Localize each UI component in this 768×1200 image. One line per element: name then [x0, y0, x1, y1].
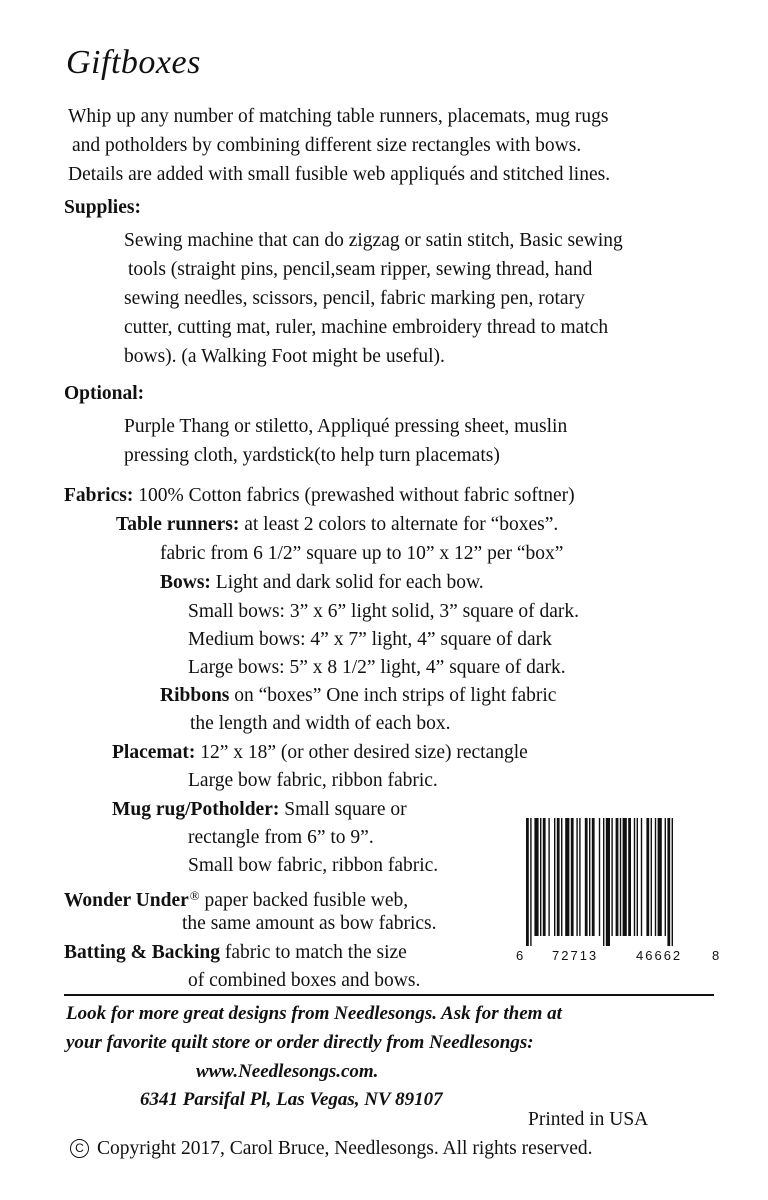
barcode-digits-group1: 72713: [552, 948, 599, 963]
ribbons-label: Ribbons: [160, 685, 230, 706]
supplies-heading: Supplies:: [64, 197, 141, 218]
supplies-line: cutter, cutting mat, ruler, machine embroidery thread to match: [124, 317, 609, 338]
mugrug-line2: rectangle from 6” to 9”.: [188, 827, 374, 848]
batting-label: Batting & Backing: [64, 942, 221, 963]
printed-in: Printed in USA: [528, 1109, 649, 1130]
ribbons-line: [160, 681, 556, 710]
batting-line2: of combined boxes and bows.: [188, 970, 421, 991]
copyright-line: [70, 1134, 593, 1163]
mugrug-line3: Small bow fabric, ribbon fabric.: [188, 855, 439, 876]
promo-line: your favorite quilt store or order directly from Needlesongs:: [66, 1032, 534, 1053]
optional-line: pressing cloth, yardstick(to help turn placemats): [124, 445, 500, 466]
bows-label: Bows:: [160, 572, 211, 593]
table-runners-label: Table runners:: [116, 514, 240, 535]
intro-line: Details are added with small fusible web appliqués and stitched lines.: [68, 164, 611, 185]
barcode-digit-left: 6: [516, 948, 524, 963]
batting-line: [64, 938, 407, 967]
wonder-under-text: paper backed fusible web,: [199, 890, 409, 911]
divider: [64, 994, 714, 996]
wonder-under-label: Wonder Under: [64, 890, 189, 911]
mugrug-line: [112, 795, 407, 824]
table-runners-text: at least 2 colors to alternate for “boxes”.: [239, 514, 559, 535]
fabrics-label: Fabrics:: [64, 485, 134, 506]
large-bows-line: Large bows: 5” x 8 1/2” light, 4” square of dark.: [188, 657, 566, 678]
bows-text: Light and dark solid for each bow.: [210, 572, 484, 593]
registered-mark: ®: [189, 888, 200, 903]
placemat-label: Placemat:: [112, 742, 196, 763]
fabrics-text: 100% Cotton fabrics (prewashed without fabric softner): [133, 485, 575, 506]
table-runners-line: [116, 510, 558, 539]
table-runners-line2: fabric from 6 1/2” square up to 10” x 12” per “box”: [160, 543, 564, 564]
address: 6341 Parsifal Pl, Las Vegas, NV 89107: [140, 1089, 443, 1110]
small-bows-line: Small bows: 3” x 6” light solid, 3” square of dark.: [188, 601, 580, 622]
ribbons-line2: the length and width of each box.: [190, 713, 451, 734]
optional-heading: Optional:: [64, 383, 145, 404]
wonder-under-line2: the same amount as bow fabrics.: [182, 913, 437, 934]
batting-text: fabric to match the size: [220, 942, 407, 963]
ribbons-text: on “boxes” One inch strips of light fabric: [229, 685, 557, 706]
copyright-text: Copyright 2017, Carol Bruce, Needlesongs. All rights reserved.: [97, 1138, 593, 1159]
supplies-line: tools (straight pins, pencil,seam ripper, sewing thread, hand: [128, 259, 593, 280]
page-title: Giftboxes: [66, 44, 201, 81]
barcode-digits-group2: 46662: [636, 948, 683, 963]
medium-bows-line: Medium bows: 4” x 7” light, 4” square of dark: [188, 629, 552, 650]
copyright-icon: C: [70, 1139, 89, 1158]
barcode: [526, 818, 716, 946]
bows-line: [160, 568, 484, 597]
supplies-line: bows). (a Walking Foot might be useful).: [124, 346, 445, 367]
promo-line: Look for more great designs from Needlesongs. Ask for them at: [66, 1003, 562, 1024]
website-link[interactable]: www.Needlesongs.com.: [196, 1061, 379, 1082]
supplies-line: sewing needles, scissors, pencil, fabric marking pen, rotary: [124, 288, 585, 309]
mugrug-text: Small square or: [279, 799, 407, 820]
placemat-line: [112, 738, 528, 767]
placemat-line2: Large bow fabric, ribbon fabric.: [188, 770, 438, 791]
intro-line: and potholders by combining different size rectangles with bows.: [72, 135, 582, 156]
mugrug-label: Mug rug/Potholder:: [112, 799, 280, 820]
intro-line: Whip up any number of matching table runners, placemats, mug rugs: [68, 106, 609, 127]
barcode-digit-right: 8: [712, 948, 720, 963]
placemat-text: 12” x 18” (or other desired size) rectangle: [195, 742, 528, 763]
optional-line: Purple Thang or stiletto, Appliqué pressing sheet, muslin: [124, 416, 568, 437]
supplies-line: Sewing machine that can do zigzag or satin stitch, Basic sewing: [124, 230, 623, 251]
fabrics-line: [64, 481, 575, 510]
